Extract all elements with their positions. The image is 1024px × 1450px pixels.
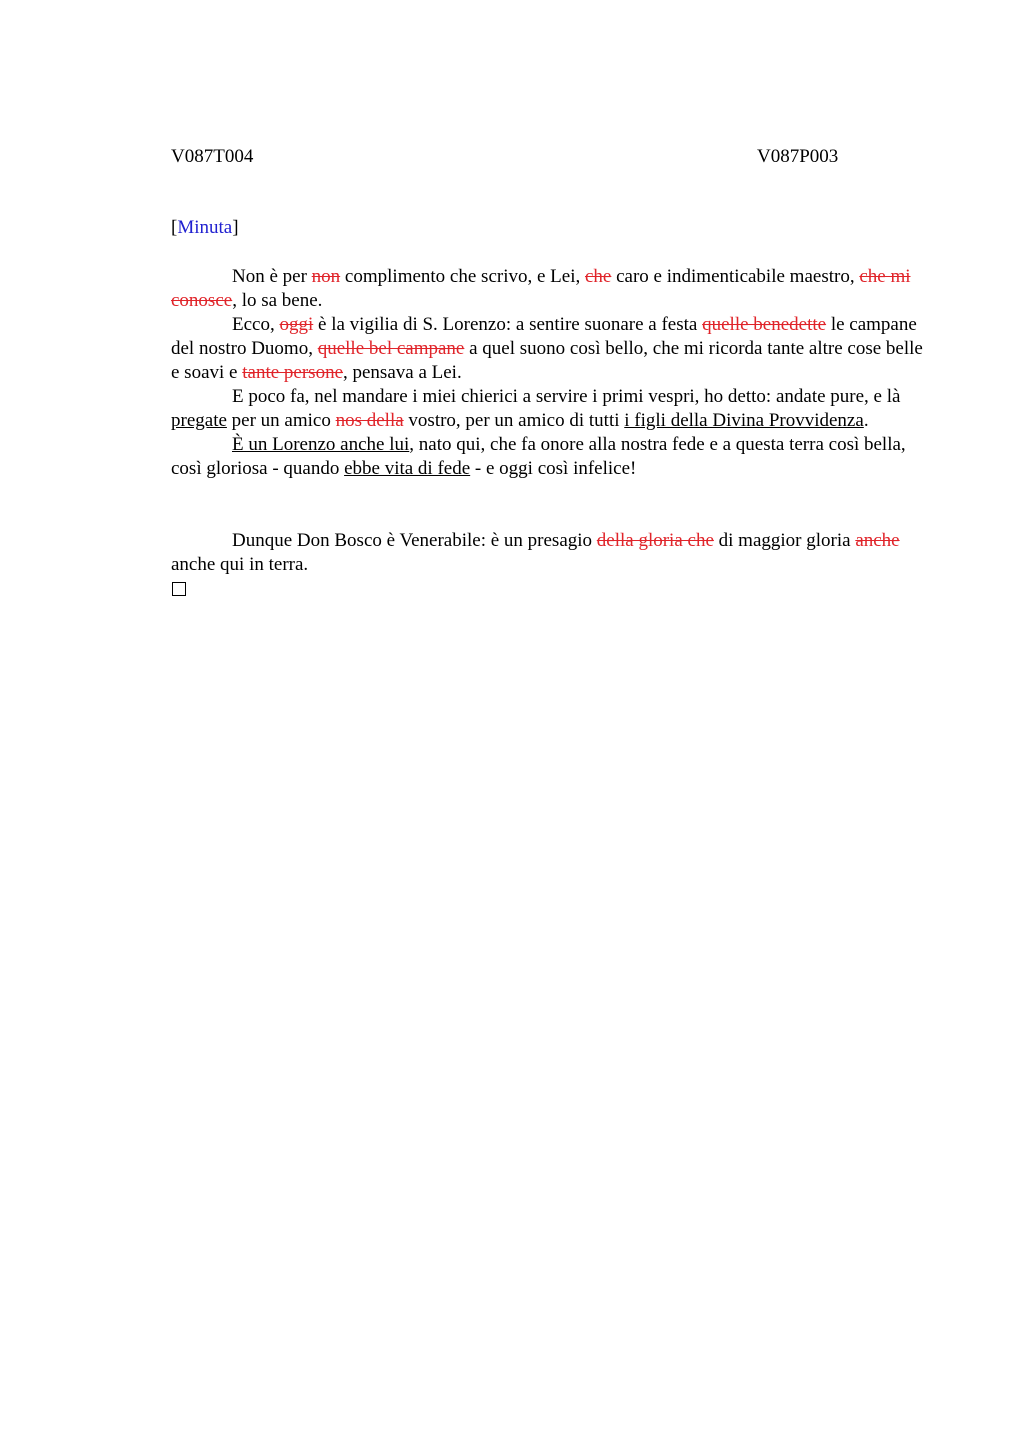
- text-run: Ecco,: [232, 314, 280, 335]
- text-run: è la vigilia di S. Lorenzo: a sentire suonare a festa: [313, 314, 703, 335]
- minuta-label: [171, 217, 239, 239]
- text-run: , lo sa bene.: [232, 290, 323, 311]
- text-run: caro e indimenticabile maestro,: [611, 266, 860, 287]
- paragraph-3: [171, 385, 931, 433]
- underlined-text: È un Lorenzo anche lui: [232, 434, 410, 455]
- deleted-text: quelle bel campane: [317, 338, 465, 359]
- text-run: - e oggi così infelice!: [470, 458, 637, 479]
- letter-body: [171, 265, 931, 596]
- paragraph-spacer: [171, 481, 931, 529]
- document-header: [171, 146, 931, 170]
- text-run: vostro, per un amico di tutti: [403, 410, 625, 431]
- text-run: Dunque Don Bosco è Venerabile: è un presagio: [232, 530, 597, 551]
- paragraph-2: [171, 313, 931, 385]
- deleted-text: oggi: [279, 314, 314, 335]
- text-run: a quel suono così bello, che mi ricorda tante altre cose belle e soavi e: [171, 338, 923, 383]
- text-run: E poco fa, nel mandare i miei chierici a servire i primi vespri, ho detto: andate pure, e là: [232, 386, 901, 407]
- document-ref-left: V087T004: [171, 146, 254, 167]
- underlined-text: pregate: [171, 410, 227, 431]
- text-run: le campane del nostro Duomo,: [171, 314, 917, 359]
- paragraph-5: [171, 529, 931, 577]
- underlined-text: i figli della Divina Provvidenza: [624, 410, 864, 431]
- text-run: Non è per: [232, 266, 312, 287]
- text-run: , nato qui, che fa onore alla nostra fede e a questa terra così bella, così gloriosa - quando: [171, 434, 906, 479]
- label-open-bracket: [: [171, 217, 178, 238]
- label-close-bracket: ]: [232, 217, 239, 238]
- label-text: Minuta: [177, 217, 233, 238]
- text-run: anche qui in terra.: [171, 554, 309, 575]
- deleted-text: che: [584, 266, 612, 287]
- square-outline-icon: [172, 582, 186, 596]
- paragraph-1: [171, 265, 931, 313]
- text-run: complimento che scrivo, e Lei,: [340, 266, 585, 287]
- deleted-text: anche: [855, 530, 900, 551]
- deleted-text: della gloria che: [596, 530, 714, 551]
- text-run: per un amico: [226, 410, 336, 431]
- text-run: , pensava a Lei.: [343, 362, 462, 383]
- document-ref-right: V087P003: [757, 146, 839, 167]
- deleted-text: nos della: [335, 410, 404, 431]
- text-run: di maggior gloria: [713, 530, 856, 551]
- underlined-text: ebbe vita di fede: [344, 458, 471, 479]
- text-run: .: [863, 410, 869, 431]
- paragraph-4: [171, 433, 931, 481]
- deleted-text: quelle benedette: [702, 314, 827, 335]
- deleted-text: non: [311, 266, 341, 287]
- deleted-text: tante persone: [242, 362, 343, 383]
- deleted-text: che mi conosce: [171, 266, 911, 311]
